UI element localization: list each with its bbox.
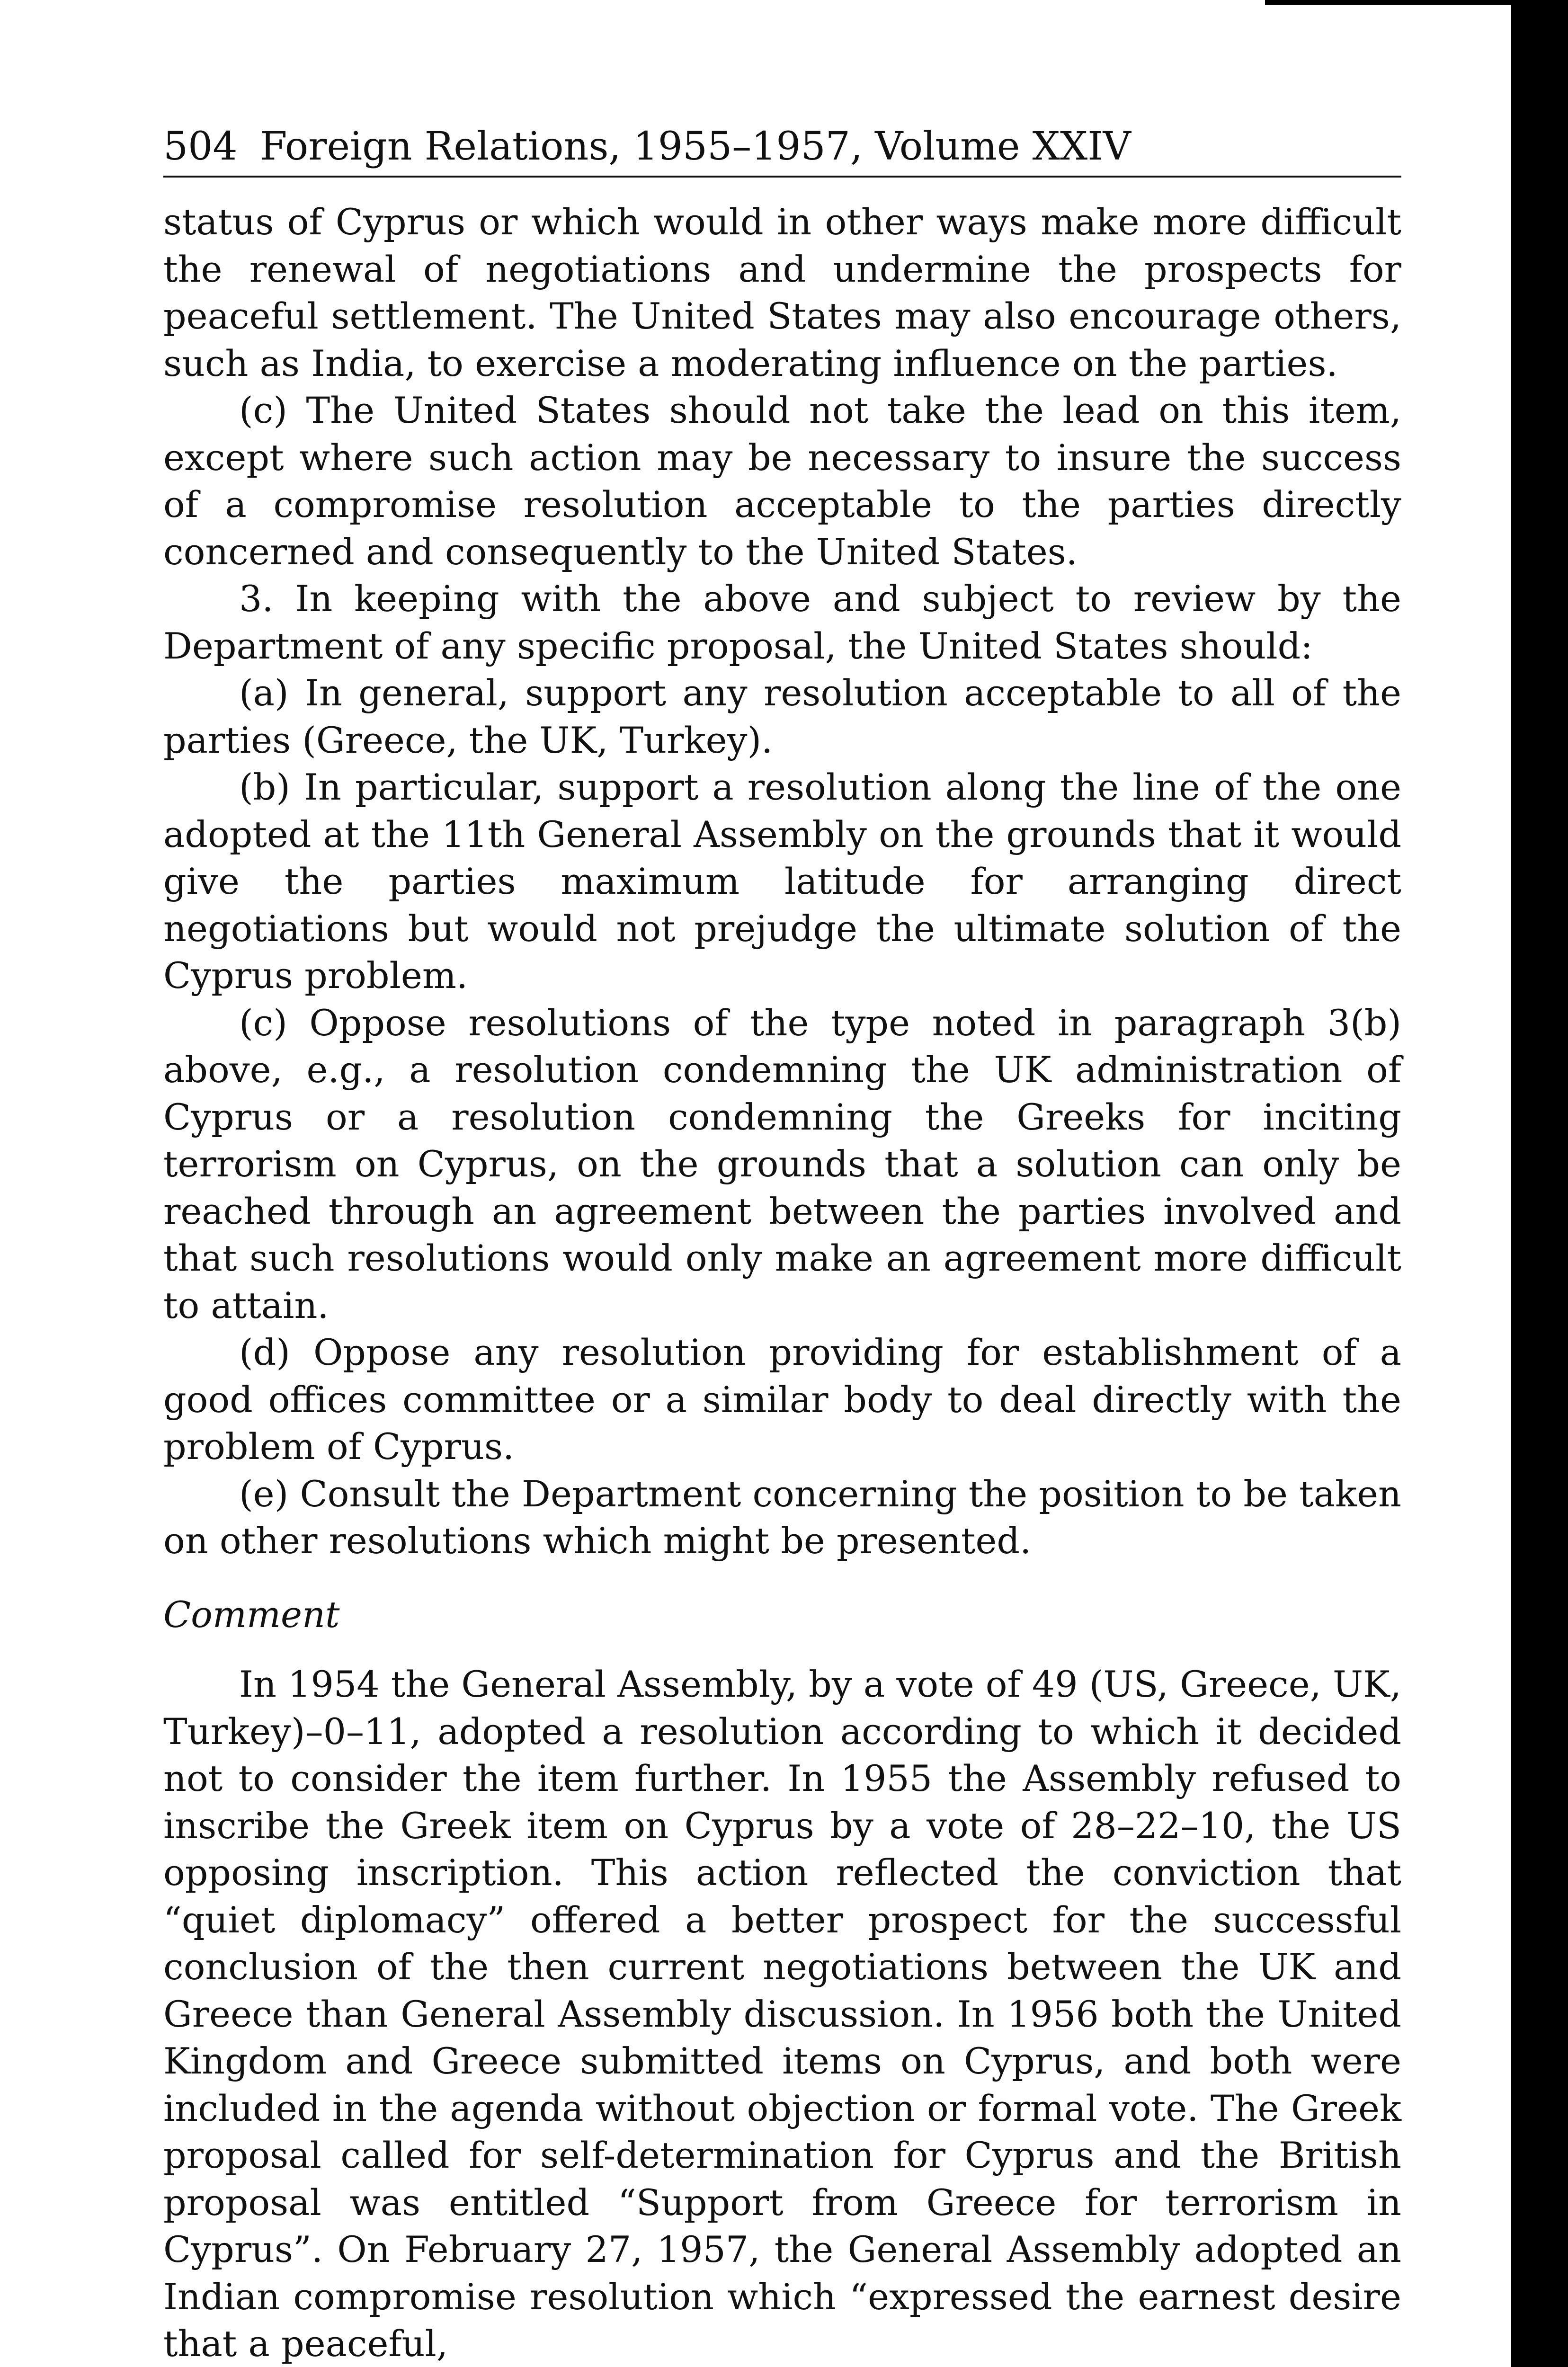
comment-heading: Comment (163, 1593, 340, 1636)
paragraph-2c: (c) The United States should not take the lead on this item, except where such action may be necessary to insure the success of a compromise resolution acceptable to the parties directly concerned and consequently to the United States. (163, 389, 1401, 573)
paragraph-3a: (a) In general, support any resolution acceptable to all of the parties (Greece, the UK, Turkey). (163, 672, 1401, 761)
body-text (163, 198, 1401, 1565)
paragraph-3b: (b) In particular, support a resolution along the line of the one adopted at the 11th General Assembly on the grounds that it would give the parties maximum latitude for arranging direct negotiations but would not prejudge the ultimate solution of the Cyprus problem. (163, 766, 1401, 997)
page-number: 504 (163, 124, 238, 169)
paragraph-3e: (e) Consult the Department concerning the position to be taken on other resolutions which might be presented. (163, 1472, 1401, 1562)
paragraph-3: 3. In keeping with the above and subject to review by the Department of any specific proposal, the United States should: (163, 578, 1401, 667)
document-page (163, 121, 1401, 2367)
scan-edge-right (1511, 0, 1568, 2367)
running-title: Foreign Relations, 1955–1957, Volume XXIV (260, 124, 1131, 169)
comment-body (163, 1661, 1401, 2367)
running-header (163, 121, 1401, 178)
comment-paragraph: In 1954 the General Assembly, by a vote of 49 (US, Greece, UK, Turkey)–0–11, adopted a resolution according to which it decided not to consider the item further. In 1955 the Assembly refused to inscribe the Greek item on Cyprus by a vote of 28–22–10, the US opposing inscription. This action reflected the conviction that “quiet diplomacy” offered a better prospect for the successful conclusion of the then current negotiations between the UK and Greece than General Assembly discussion. In 1956 both the United Kingdom and Greece submitted items on Cyprus, and both were included in the agenda without objection or formal vote. The Greek proposal called for self-determination for Cyprus and the British proposal was entitled “Support from Greece for terrorism in Cyprus”. On February 27, 1957, the General Assembly adopted an Indian compromise resolution which “expressed the earnest desire that a peaceful, (163, 1663, 1401, 2365)
paragraph-3c: (c) Oppose resolutions of the type noted in paragraph 3(b) above, e.g., a resolution condemning the UK administration of Cyprus or a resolution condemning the Greeks for inciting terrorism on Cyprus, on the grounds that a solution can only be reached through an agreement between the parties involved and that such resolutions would only make an agreement more difficult to attain. (163, 1001, 1401, 1326)
scan-edge-top (1265, 0, 1511, 5)
paragraph-3d: (d) Oppose any resolution providing for establishment of a good offices committee or a similar body to deal directly with the problem of Cyprus. (163, 1331, 1401, 1468)
paragraph-continuation: status of Cyprus or which would in other ways make more difficult the renewal of negotiations and undermine the prospects for peaceful settlement. The United States may also encourage others, such as India, to exercise a moderating influence on the parties. (163, 201, 1401, 384)
